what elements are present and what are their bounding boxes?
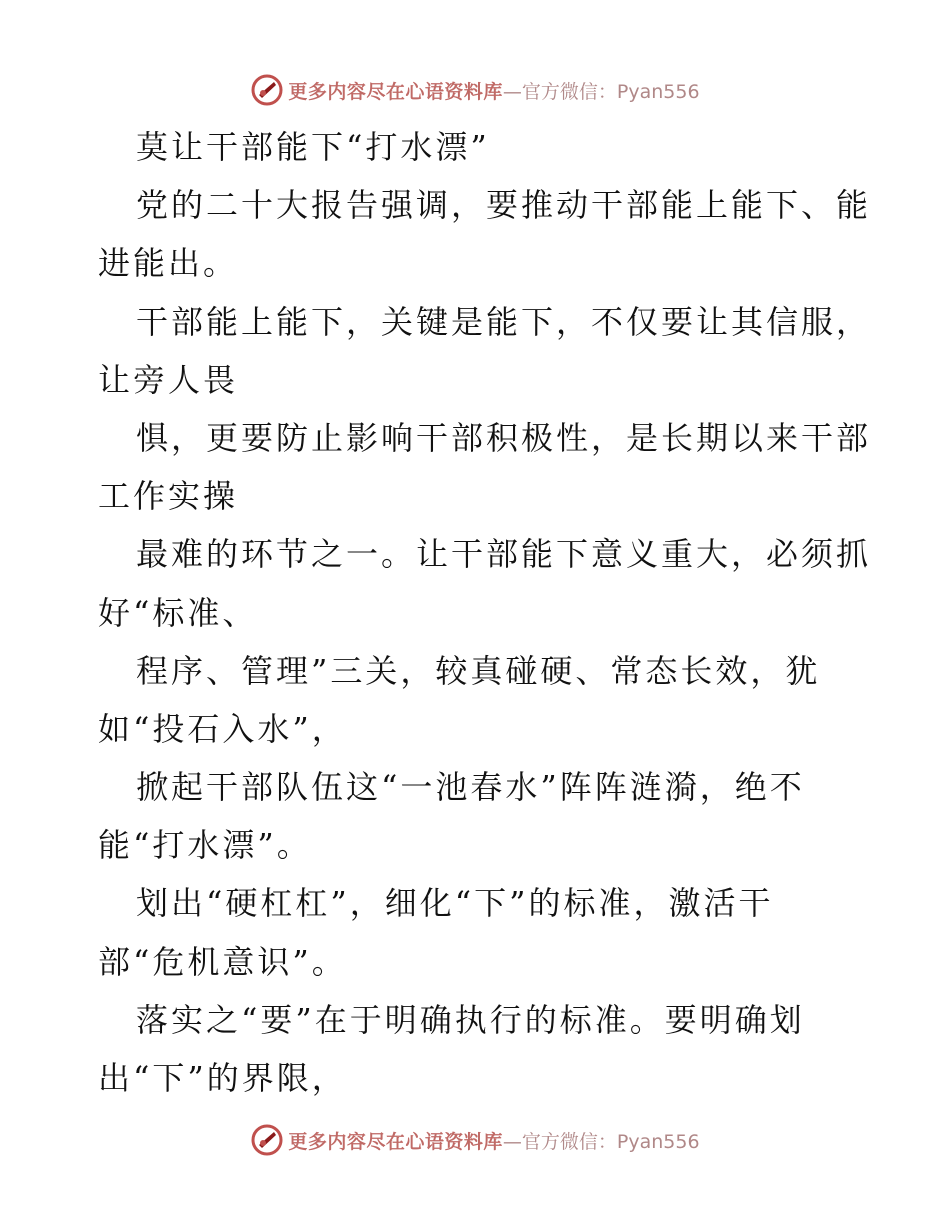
text-line: 掀起干部队伍这“一池春水”阵阵涟漪，绝不 [136,768,805,807]
text-line: 出“下”的界限， [98,1059,347,1097]
text-line: 落实之“要”在于明确执行的标准。要明确划 [136,1000,805,1039]
text-line: 程序、管理”三关，较真碰硬、常态长效，犹 [136,651,821,690]
text-line: 部“危机意识”。 [98,942,347,981]
banner-contact: —官方微信：Pyan556 [502,1130,700,1153]
banner-contact: —官方微信：Pyan556 [502,80,700,103]
text-line: 最难的环节之一。让干部能下意义重大，必须抓 [136,535,872,574]
text-line: 好“标准、 [98,593,258,632]
banner-text: 更多内容尽在心语资料库 [288,80,503,103]
brand-logo-icon [250,73,284,107]
text-line: 让旁人畏 [98,360,239,399]
text-line: 干部能上能下，关键是能下，不仅要让其信服， [136,302,872,341]
text-line: 进能出。 [98,244,239,283]
text-line: 工作实操 [98,477,239,516]
text-line: 能“打水漂”。 [98,826,312,865]
document-body [98,118,872,1107]
document-title: 莫让干部能下“打水漂” [136,128,490,166]
banner-text: 更多内容尽在心语资料库 [288,1130,503,1153]
footer-banner [0,1120,950,1160]
text-line: 划出“硬杠杠”，细化“下”的标准，激活干 [136,884,774,923]
header-banner [0,70,950,110]
text-line: 如“投石入水”， [98,709,347,748]
brand-logo-icon [250,1123,284,1157]
text-line: 党的二十大报告强调，要推动干部能上能下、能 [136,186,872,225]
text-line: 惧，更要防止影响干部积极性，是长期以来干部 [136,418,872,457]
